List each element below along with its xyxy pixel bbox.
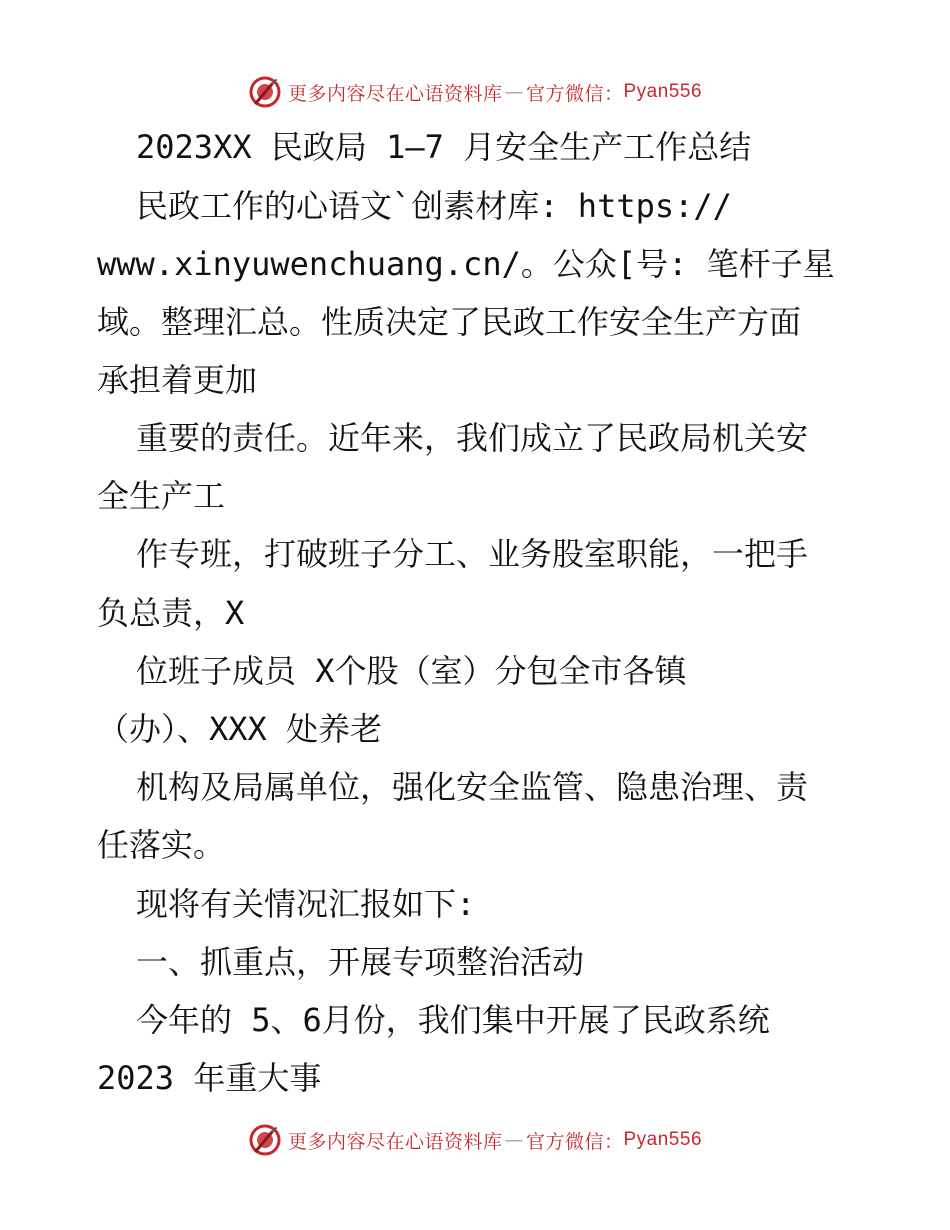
- footer-watermark: [0, 1120, 950, 1160]
- watermark-separator: —: [504, 1129, 524, 1151]
- header-watermark: [0, 72, 950, 112]
- text-line: 作专班，打破班子分工、业务股室职能，一把手: [136, 535, 809, 573]
- text-line: 现将有关情况汇报如下:: [136, 885, 476, 923]
- text-line: 重要的责任。近年来，我们成立了民政局机关安: [136, 419, 809, 457]
- document-title: 2023XX 民政局 1—7 月安全生产工作总结: [136, 128, 752, 166]
- text-line: 任落实。: [97, 826, 226, 864]
- watermark-text: 更多内容尽在心语资料库: [287, 1130, 503, 1153]
- text-line: 负总责，X: [97, 594, 245, 632]
- pen-seal-icon: [248, 1123, 282, 1157]
- text-line: 全生产工: [97, 477, 226, 515]
- text-line: 承担着更加: [97, 361, 258, 399]
- text-line: www.xinyuwenchuang.cn/。公众[号: 笔杆子星: [97, 245, 835, 283]
- section-heading: 一、抓重点，开展专项整治活动: [136, 943, 585, 981]
- text-line: 民政工作的心语文`创素材库: https://: [136, 187, 732, 225]
- text-line: 位班子成员 X个股（室）分包全市各镇: [136, 652, 687, 690]
- pen-seal-icon: [248, 75, 282, 109]
- text-line: （办）、XXX 处养老: [97, 710, 383, 748]
- watermark-wechat-label: 官方微信：: [525, 1130, 624, 1153]
- watermark-wechat-label: 官方微信：: [525, 82, 624, 105]
- text-line: 2023 年重大事: [97, 1059, 322, 1097]
- watermark-wechat-id: Pyan556: [623, 1129, 703, 1150]
- watermark-text: 更多内容尽在心语资料库: [287, 82, 503, 105]
- text-line: 今年的 5、6月份，我们集中开展了民政系统: [136, 1001, 770, 1039]
- text-line: 域。整理汇总。性质决定了民政工作安全生产方面: [97, 303, 802, 341]
- text-line: 机构及局属单位，强化安全监管、隐患治理、责: [136, 768, 809, 806]
- watermark-wechat-id: Pyan556: [623, 81, 703, 102]
- watermark-separator: —: [504, 81, 524, 103]
